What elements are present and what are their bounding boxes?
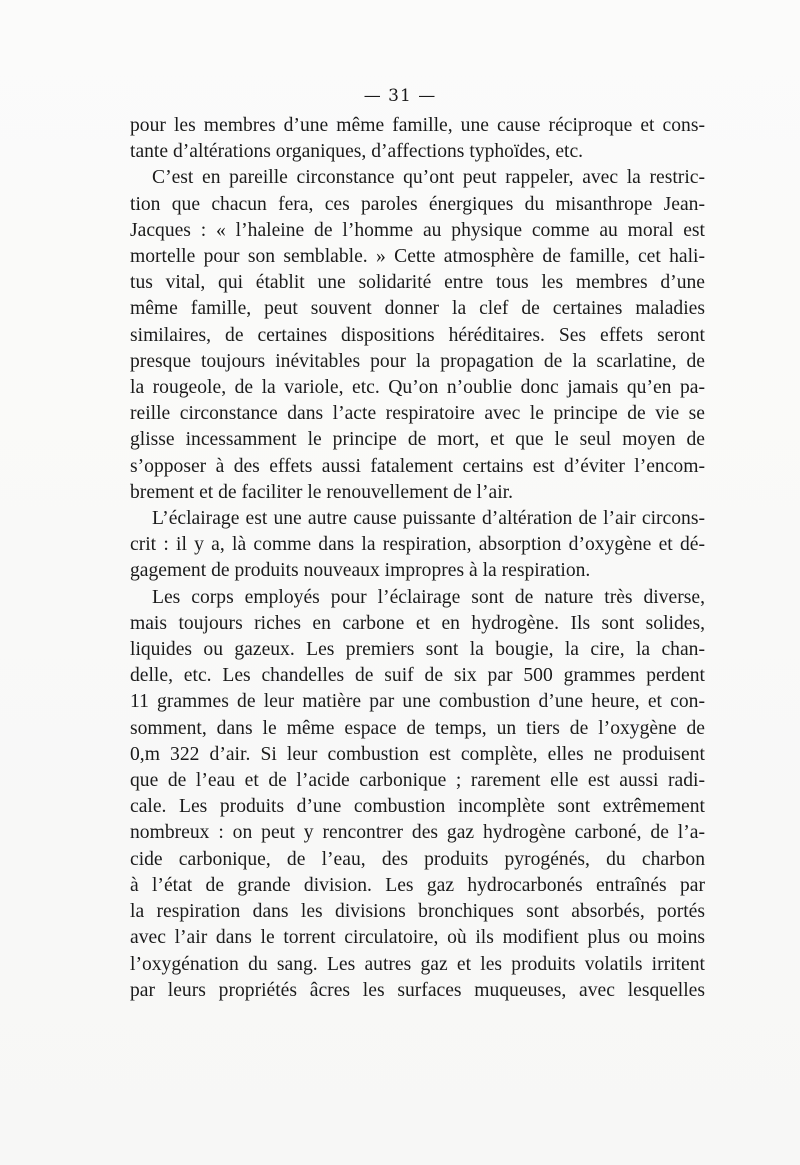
text-line: 0,m 322 d’air. Si leur combustion est complète, elles ne produisent xyxy=(130,743,705,765)
text-line: glisse incessamment le principe de mort, et que le seul moyen de xyxy=(130,429,705,451)
text-line: tante d’altérations organiques, d’affections typhoïdes, etc. xyxy=(130,141,584,163)
text-line: la respiration dans les divisions bronchiques sont absorbés, portés xyxy=(130,901,705,923)
text-line: reille circonstance dans l’acte respiratoire avec le principe de vie se xyxy=(130,403,705,425)
text-line: nombreux : on peut y rencontrer des gaz hydrogène carboné, de l’a- xyxy=(130,822,705,844)
page-number: — 31 — xyxy=(363,86,437,106)
text-line: brement et de faciliter le renouvellement de l’air. xyxy=(130,481,513,503)
body-text xyxy=(130,113,705,1004)
text-line: la rougeole, de la variole, etc. Qu’on n’oublie donc jamais qu’en pa- xyxy=(130,377,705,399)
text-line: cide carbonique, de l’eau, des produits pyrogénés, du charbon xyxy=(130,848,705,870)
text-line: que de l’eau et de l’acide carbonique ; rarement elle est aussi radi- xyxy=(130,770,705,792)
text-line: L’éclairage est une autre cause puissante d’altération de l’air circons- xyxy=(152,508,705,530)
text-line: tion que chacun fera, ces paroles énergiques du misanthrope Jean- xyxy=(130,193,705,215)
text-line: pour les membres d’une même famille, une cause réciproque et cons- xyxy=(130,115,705,136)
text-line: à l’état de grande division. Les gaz hydrocarbonés entraînés par xyxy=(130,874,705,896)
text-line: delle, etc. Les chandelles de suif de six par 500 grammes perdent xyxy=(130,665,705,687)
paragraph xyxy=(130,585,705,1004)
text-line: C’est en pareille circonstance qu’ont peut rappeler, avec la restric- xyxy=(152,167,705,189)
text-line: 11 grammes de leur matière par une combustion d’une heure, et con- xyxy=(130,691,705,713)
text-line: même famille, peut souvent donner la clef de certaines maladies xyxy=(130,298,705,320)
text-line: tus vital, qui établit une solidarité entre tous les membres d’une xyxy=(130,272,705,294)
text-line: mortelle pour son semblable. » Cette atmosphère de famille, cet hali- xyxy=(130,246,705,268)
text-line: avec l’air dans le torrent circulatoire, où ils modifient plus ou moins xyxy=(130,927,705,949)
text-line: s’opposer à des effets aussi fatalement certains est d’éviter l’encom- xyxy=(130,455,705,477)
text-line: cale. Les produits d’une combustion incomplète sont extrêmement xyxy=(130,796,705,818)
text-line: par leurs propriétés âcres les surfaces muqueuses, avec lesquelles xyxy=(130,979,705,1001)
text-line: somment, dans le même espace de temps, un tiers de l’oxygène de xyxy=(130,717,705,739)
text-line: crit : il y a, là comme dans la respiration, absorption d’oxygène et dé- xyxy=(130,534,705,556)
text-line: l’oxygénation du sang. Les autres gaz et les produits volatils irritent xyxy=(130,953,705,975)
paragraph xyxy=(130,506,705,585)
text-line: Les corps employés pour l’éclairage sont de nature très diverse, xyxy=(152,586,705,608)
paragraph xyxy=(130,113,705,165)
text-line: Jacques : « l’haleine de l’homme au physique comme au moral est xyxy=(130,219,705,241)
text-line: liquides ou gazeux. Les premiers sont la bougie, la cire, la chan- xyxy=(130,639,705,661)
text-line: gagement de produits nouveaux impropres à la respiration. xyxy=(130,560,591,582)
paragraph xyxy=(130,165,705,506)
text-line: similaires, de certaines dispositions héréditaires. Ses effets seront xyxy=(130,324,705,346)
text-line: mais toujours riches en carbone et en hydrogène. Ils sont solides, xyxy=(130,612,705,634)
text-line: presque toujours inévitables pour la propagation de la scarlatine, de xyxy=(130,350,705,372)
